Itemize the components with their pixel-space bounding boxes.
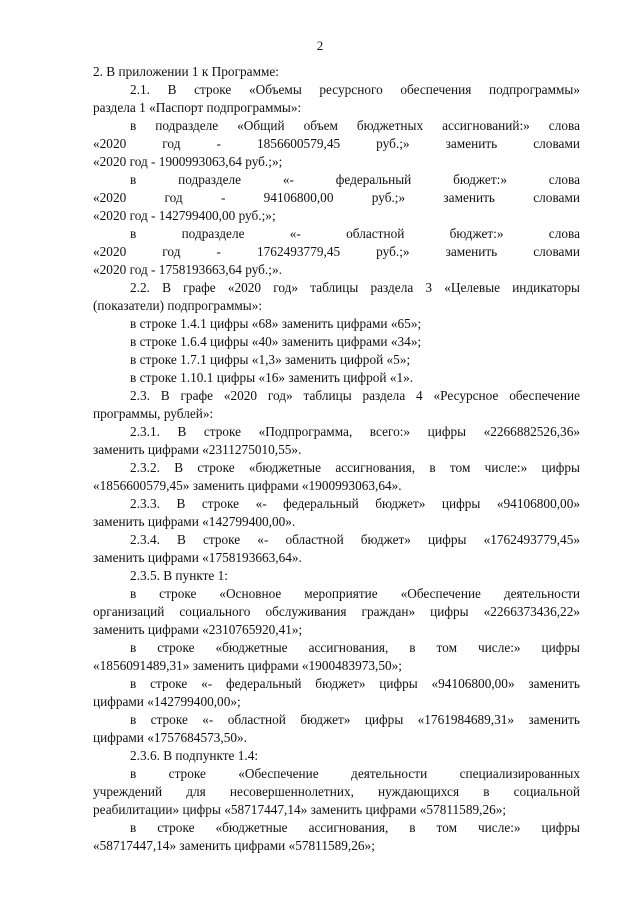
regional-subsection-line-3: «2020 год - 1758193663,64 руб.;». [93, 262, 282, 277]
total-subsection-line-3: «2020 год - 1900993063,64 руб.;»; [93, 154, 283, 169]
federal-subsection-line-2: «2020 год - 94106800,00 руб.;» заменить словами [93, 190, 580, 205]
budget-allocations-line-2: «1856091489,31» заменить цифрами «1900483973,50»; [93, 658, 402, 673]
indicator-1-7-1: в строке 1.7.1 цифры «1,3» заменить цифрой «5»; [130, 352, 411, 367]
item-2-3-3-line-1: 2.3.3. В строке «- федеральный бюджет» цифры «94106800,00» [130, 496, 580, 511]
item-2-3-3-line-2: заменить цифрами «142799400,00». [93, 514, 296, 529]
item-2-3-5-heading: 2.3.5. В пункте 1: [130, 568, 228, 583]
federal-subsection-line-1: в подразделе «- федеральный бюджет:» слова [130, 172, 580, 187]
item-2-3-6-heading: 2.3.6. В подпункте 1.4: [130, 748, 259, 763]
federal-budget-line-1: в строке «- федеральный бюджет» цифры «94106800,00» заменить [130, 676, 580, 691]
specialized-institutions-line-1: в строке «Обеспечение деятельности специализированных [130, 766, 580, 781]
total-subsection-line-2: «2020 год - 1856600579,45 руб.;» заменить словами [93, 136, 580, 151]
item-2-3-2-line-2: «1856600579,45» заменить цифрами «1900993063,64». [93, 478, 402, 493]
item-2-1-line-2: раздела 1 «Паспорт подпрограммы»: [93, 100, 302, 115]
main-activity-line-3: заменить цифрами «2310765920,41»; [93, 622, 303, 637]
item-2-heading: 2. В приложении 1 к Программе: [93, 64, 279, 79]
page-number: 2 [316, 38, 324, 53]
subitem-budget-line-2: «58717447,14» заменить цифрами «57811589,26»; [93, 838, 375, 853]
regional-budget-line-2: цифрами «1757684573,50». [93, 730, 247, 745]
item-2-3-1-line-2: заменить цифрами «2311275010,55». [93, 442, 302, 457]
federal-budget-line-2: цифрами «142799400,00»; [93, 694, 241, 709]
main-activity-line-1: в строке «Основное мероприятие «Обеспечение деятельности [130, 586, 580, 601]
regional-subsection-line-2: «2020 год - 1762493779,45 руб.;» заменить словами [93, 244, 580, 259]
specialized-institutions-line-2: учреждений для несовершеннолетних, нуждающихся в социальной [93, 784, 580, 799]
item-2-3-line-2: программы, рублей»: [93, 406, 214, 421]
item-2-3-1-line-1: 2.3.1. В строке «Подпрограмма, всего:» цифры «2266882526,36» [130, 424, 580, 439]
item-2-3-2-line-1: 2.3.2. В строке «бюджетные ассигнования, в том числе:» цифры [130, 460, 580, 475]
indicator-1-4-1: в строке 1.4.1 цифры «68» заменить цифрами «65»; [130, 316, 422, 331]
indicator-1-10-1: в строке 1.10.1 цифры «16» заменить цифрой «1». [130, 370, 414, 385]
item-2-2-line-2: (показатели) подпрограммы»: [93, 298, 263, 313]
indicator-1-6-4: в строке 1.6.4 цифры «40» заменить цифрами «34»; [130, 334, 422, 349]
item-2-2-line-1: 2.2. В графе «2020 год» таблицы раздела 3 «Целевые индикаторы [130, 280, 580, 295]
item-2-1-line-1: 2.1. В строке «Объемы ресурсного обеспечения подпрограммы» [130, 82, 580, 97]
item-2-3-4-line-1: 2.3.4. В строке «- областной бюджет» цифры «1762493779,45» [130, 532, 580, 547]
federal-subsection-line-3: «2020 год - 142799400,00 руб.;»; [93, 208, 276, 223]
item-2-3-line-1: 2.3. В графе «2020 год» таблицы раздела 4 «Ресурсное обеспечение [130, 388, 580, 403]
total-subsection-line-1: в подразделе «Общий объем бюджетных ассигнований:» слова [130, 118, 580, 133]
regional-budget-line-1: в строке «- областной бюджет» цифры «1761984689,31» заменить [130, 712, 580, 727]
main-activity-line-2: организаций социального обслуживания граждан» цифры «2266373436,22» [93, 604, 580, 619]
regional-subsection-line-1: в подразделе «- областной бюджет:» слова [130, 226, 580, 241]
budget-allocations-line-1: в строке «бюджетные ассигнования, в том числе:» цифры [130, 640, 580, 655]
item-2-3-4-line-2: заменить цифрами «1758193663,64». [93, 550, 302, 565]
subitem-budget-line-1: в строке «бюджетные ассигнования, в том числе:» цифры [130, 820, 580, 835]
specialized-institutions-line-3: реабилитации» цифры «58717447,14» заменить цифрами «57811589,26»; [93, 802, 507, 817]
